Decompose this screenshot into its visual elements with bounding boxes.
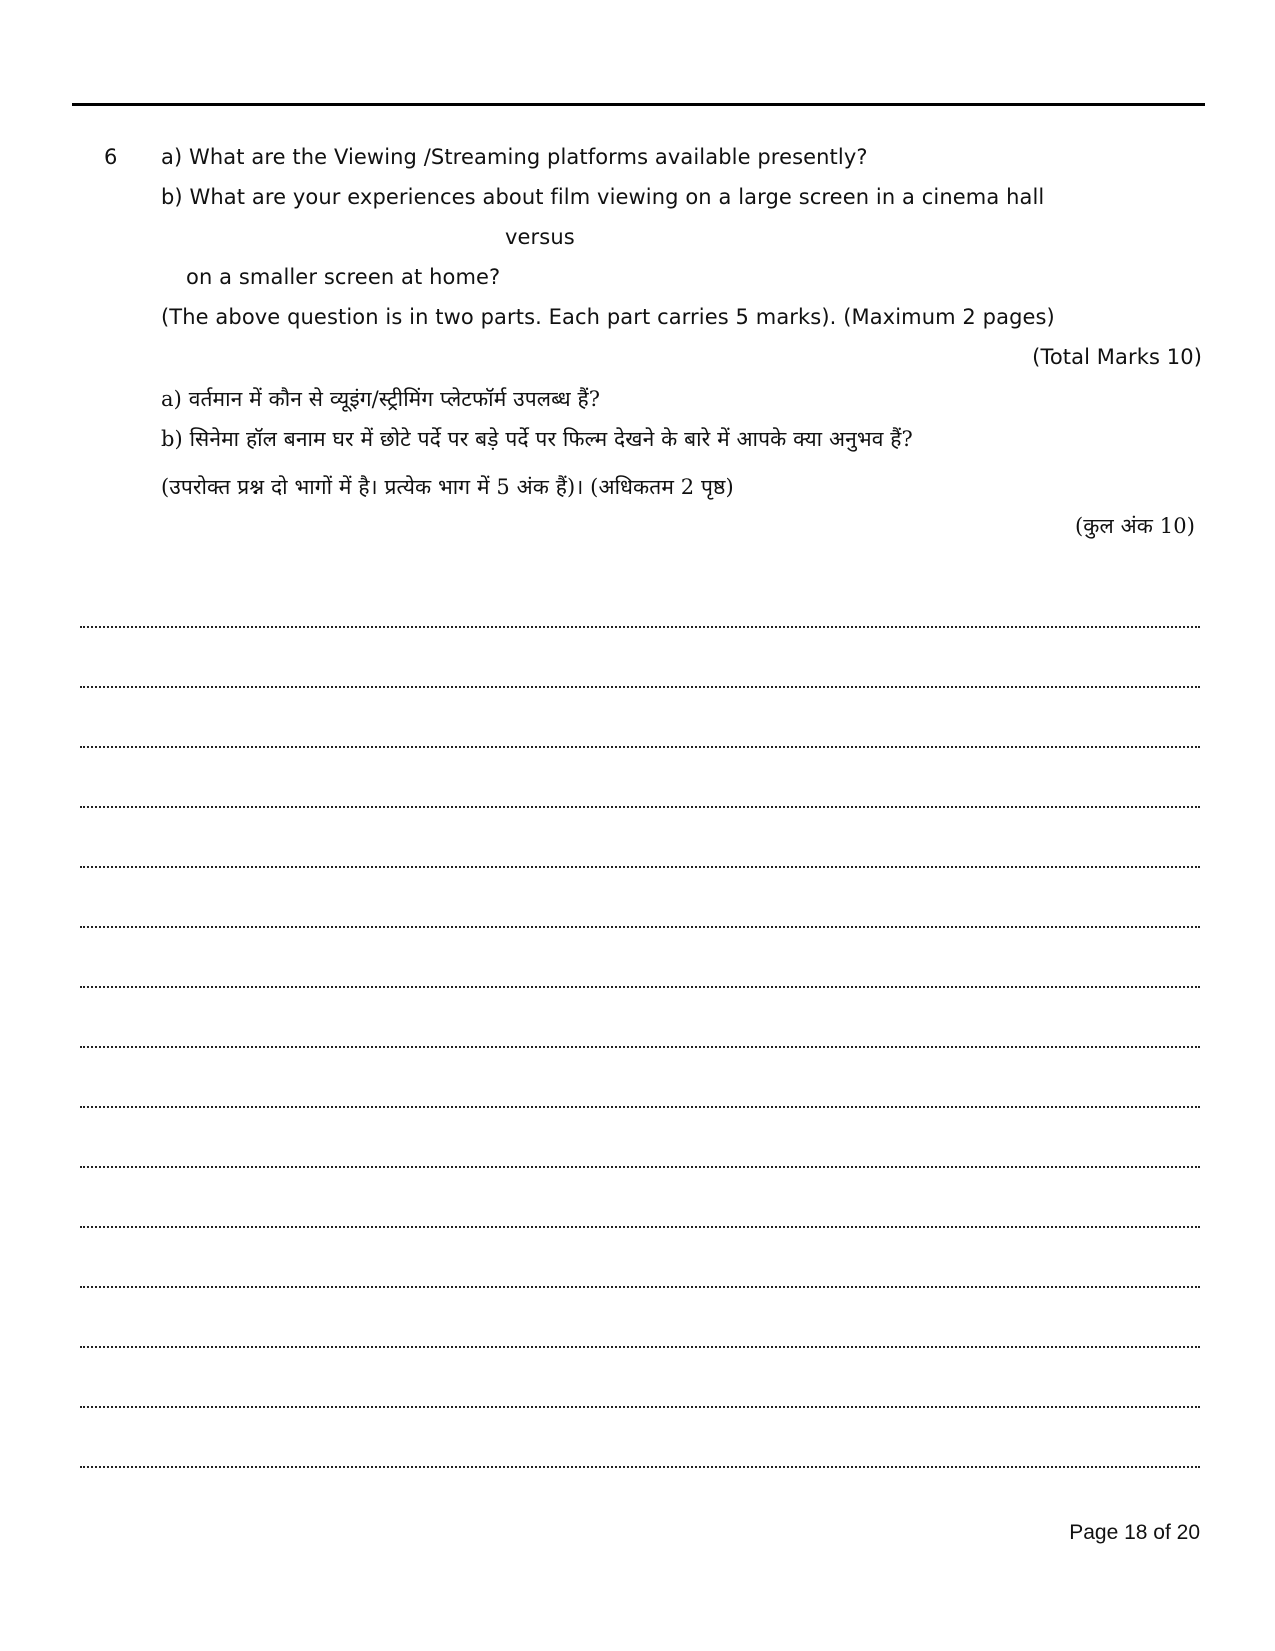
english-part-b-line1: b) What are your experiences about film viewing on a large screen in a cinema hall: [161, 185, 1045, 209]
answer-line[interactable]: [80, 746, 1200, 748]
question-number: 6: [104, 145, 118, 169]
answer-line[interactable]: [80, 686, 1200, 688]
header-rule: [72, 103, 1205, 106]
answer-line[interactable]: [80, 806, 1200, 808]
hindi-part-b: b) सिनेमा हॉल बनाम घर में छोटे पर्दे पर बड़े पर्दे पर फिल्म देखने के बारे में आपके क्या अनुभव हैं?: [161, 427, 913, 451]
english-total-marks: (Total Marks 10): [1032, 345, 1202, 369]
hindi-part-a: a) वर्तमान में कौन से व्यूइंग/स्ट्रीमिंग प्लेटफॉर्म उपलब्ध हैं?: [161, 387, 601, 411]
answer-line[interactable]: [80, 866, 1200, 868]
answer-line[interactable]: [80, 626, 1200, 628]
answer-line[interactable]: [80, 1466, 1200, 1468]
page-number: Page 18 of 20: [1069, 1521, 1200, 1544]
english-part-b-versus: versus: [505, 225, 575, 249]
answer-line[interactable]: [80, 1046, 1200, 1048]
answer-line[interactable]: [80, 1346, 1200, 1348]
answer-line[interactable]: [80, 1226, 1200, 1228]
answer-line[interactable]: [80, 1106, 1200, 1108]
english-part-b-line3: on a smaller screen at home?: [186, 265, 501, 289]
answer-line[interactable]: [80, 1166, 1200, 1168]
english-part-a: a) What are the Viewing /Streaming platforms available presently?: [161, 145, 868, 169]
english-marks-note: (The above question is in two parts. Each part carries 5 marks). (Maximum 2 pages): [161, 305, 1055, 329]
answer-line[interactable]: [80, 986, 1200, 988]
answer-line[interactable]: [80, 1286, 1200, 1288]
hindi-total-marks: (कुल अंक 10): [1075, 514, 1195, 538]
hindi-marks-note: (उपरोक्त प्रश्न दो भागों में है। प्रत्येक भाग में 5 अंक हैं)। (अधिकतम 2 पृष्ठ): [161, 475, 734, 499]
answer-line[interactable]: [80, 1406, 1200, 1408]
answer-line[interactable]: [80, 926, 1200, 928]
